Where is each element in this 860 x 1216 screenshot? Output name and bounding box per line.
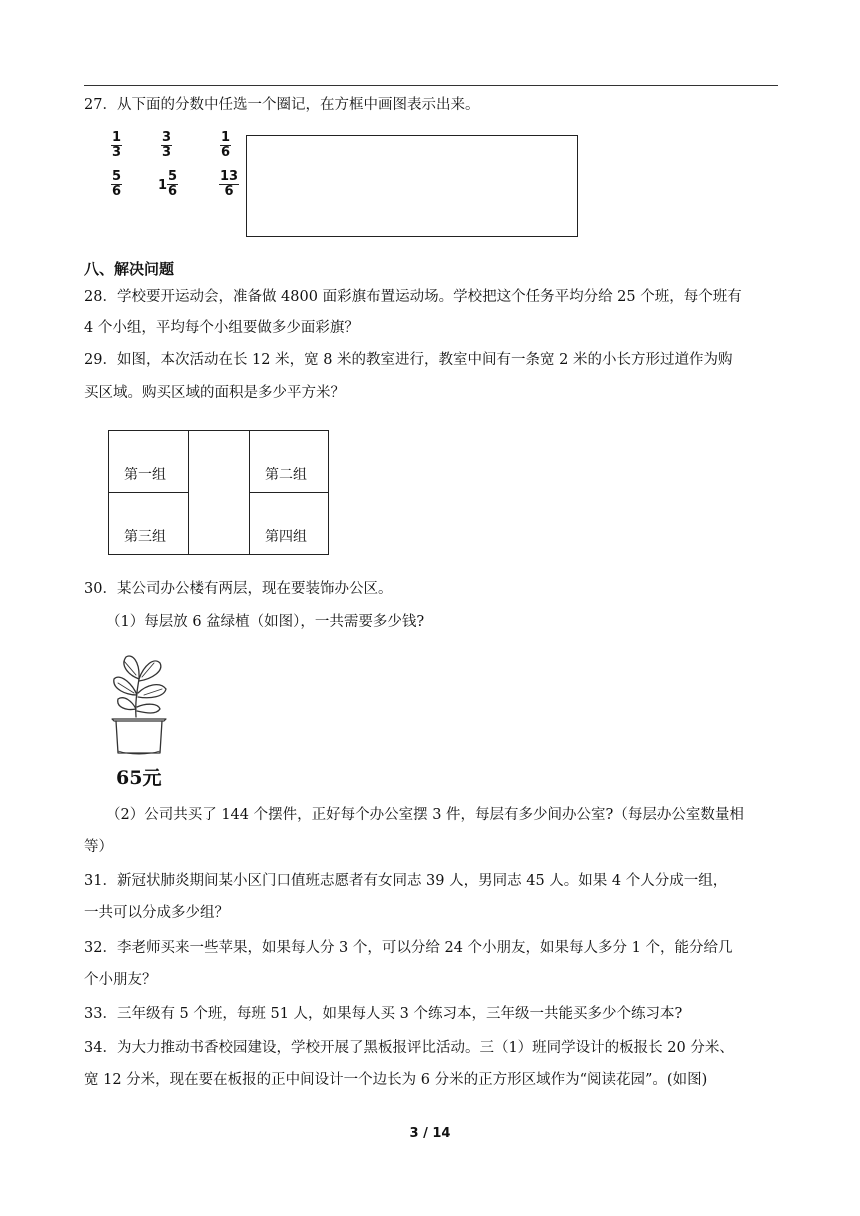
q30-sub2-line1: （2）公司共买了 144 个摆件，正好每个办公室摆 3 件，每层有多少间办公室?（每层办公室数量相	[106, 807, 744, 823]
q27-text: 27．从下面的分数中任选一个圈记，在方框中画图表示出来。	[84, 97, 480, 113]
left-divider	[109, 492, 188, 493]
page-number: 3 / 14	[409, 1126, 451, 1141]
drawing-box	[246, 135, 578, 237]
q28-line2: 4 个小组，平均每个小组要做多少面彩旗？	[84, 320, 359, 336]
fraction-1-3: $\frac{1}{3}$	[112, 130, 122, 160]
group-3-label: 第三组	[124, 529, 166, 545]
q34-line1: 34．为大力推动书香校园建设，学校开展了黑板报评比活动。三（1）班同学设计的板报长 20 分米、	[84, 1040, 734, 1056]
fraction-3-3: $\frac{3}{3}$	[162, 130, 172, 160]
fraction-1-5-6: 1 5 6	[158, 169, 178, 199]
q28-line1: 28．学校要开运动会，准备做 4800 面彩旗布置运动场。学校把这个任务平均分给 25 个班，每个班有	[84, 289, 742, 305]
right-divider	[249, 492, 328, 493]
aisle-left-border	[188, 431, 189, 554]
q32-line2: 个小朋友？	[84, 972, 157, 988]
group-4-label: 第四组	[265, 529, 307, 545]
group-1-label: 第一组	[124, 467, 166, 483]
q32-line1: 32．李老师买来一些苹果，如果每人分 3 个，可以分给 24 个小朋友，如果每人多分 1 个，能分给几	[84, 940, 733, 956]
q29-line1: 29．如图，本次活动在长 12 米，宽 8 米的教室进行，教室中间有一条宽 2 米的小长方形过道作为购	[84, 352, 733, 368]
q29-line2: 买区域。购买区域的面积是多少平方米？	[84, 385, 345, 401]
fraction-5-6: $\frac{5}{6}$	[112, 169, 122, 199]
q31-line1: 31．新冠状肺炎期间某小区门口值班志愿者有女同志 39 人，男同志 45 人。如果 4 个人分成一组，	[84, 873, 728, 889]
q30-sub1: （1）每层放 6 盆绿植（如图），一共需要多少钱?	[106, 614, 425, 630]
q30-intro: 30．某公司办公楼有两层，现在要装饰办公区。	[84, 581, 393, 597]
q31-line2: 一共可以分成多少组？	[84, 905, 229, 921]
fraction-13-6: $\frac{13}{6}$	[220, 169, 239, 199]
header-rule	[84, 85, 778, 86]
q30-sub2-line2: 等）	[84, 839, 113, 855]
q34-line2: 宽 12 分米，现在要在板报的正中间设计一个边长为 6 分米的正方形区域作为“阅读花园”。(如图)	[84, 1072, 708, 1088]
q33-line1: 33．三年级有 5 个班，每班 51 人，如果每人买 3 个练习本，三年级一共能买多少个练习本?	[84, 1006, 683, 1022]
price-label: 65元	[116, 767, 162, 789]
fraction-1-6: $\frac{1}{6}$	[221, 130, 231, 160]
group-2-label: 第二组	[265, 467, 307, 483]
classroom-diagram	[108, 430, 329, 555]
potted-plant-icon	[106, 651, 172, 757]
section-title: 八、解决问题	[84, 260, 175, 278]
